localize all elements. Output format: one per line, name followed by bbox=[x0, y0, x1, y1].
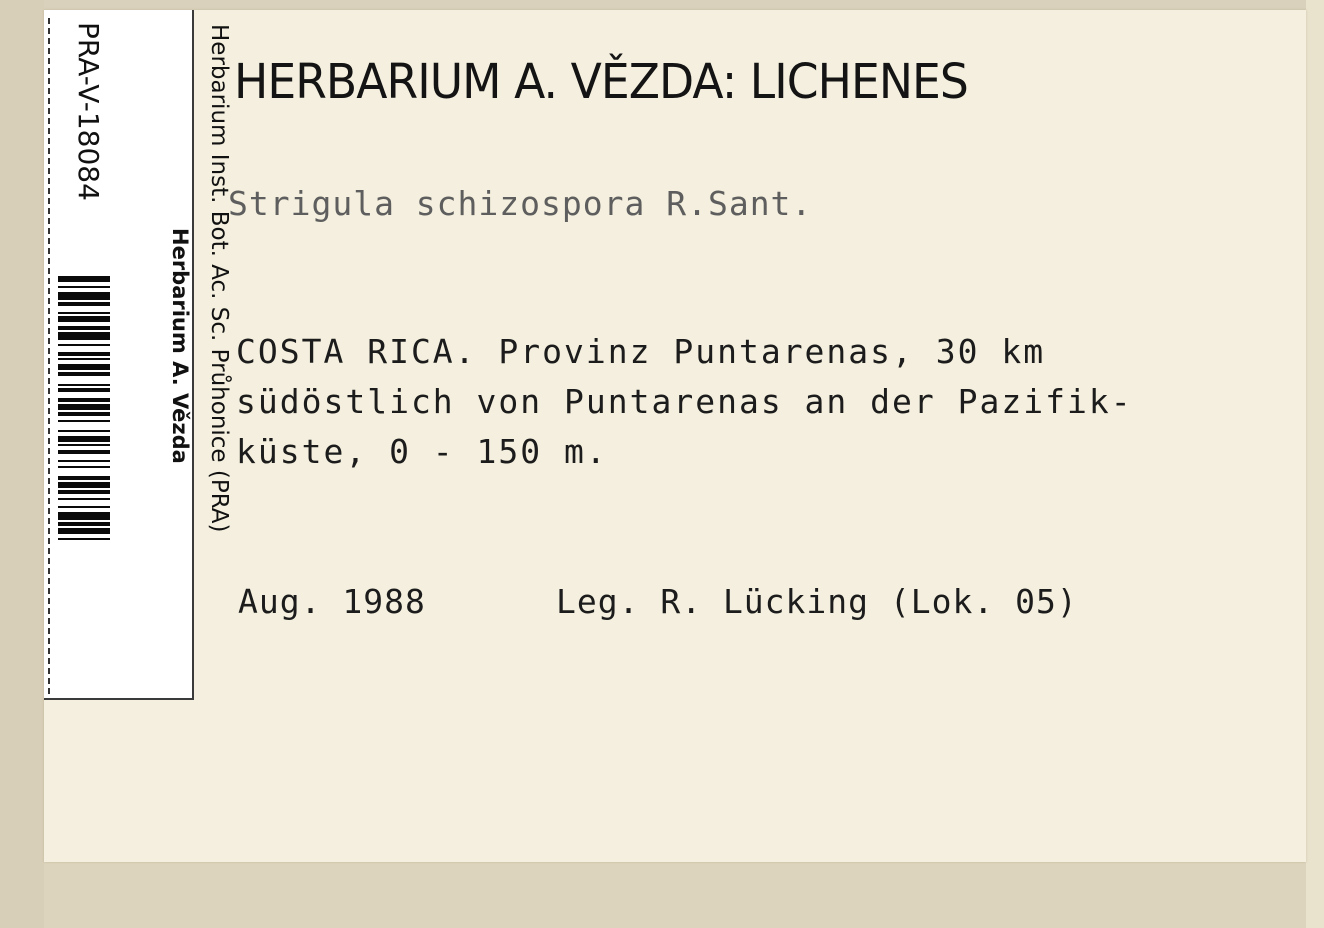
barcode-bar bbox=[58, 376, 110, 384]
institution-name: Herbarium Inst. Bot. Ac. Sc. Průhonice (PRA) bbox=[206, 24, 232, 533]
label-header: HERBARIUM A. VĚZDA: LICHENES bbox=[234, 54, 968, 110]
specimen-id: PRA-V-18084 bbox=[72, 22, 105, 201]
taxon-name: Strigula schizospora R.Sant. bbox=[228, 184, 813, 223]
barcode-bar bbox=[58, 468, 110, 476]
barcode-bar bbox=[58, 422, 110, 430]
locality-line: küste, 0 - 150 m. bbox=[236, 432, 608, 471]
collection-date: Aug. 1988 bbox=[238, 582, 426, 621]
locality-line: südöstlich von Puntarenas an der Pazifik- bbox=[236, 382, 1133, 421]
background-left bbox=[0, 0, 44, 928]
background-right-edge bbox=[1306, 0, 1324, 928]
barcode-sticker bbox=[44, 10, 232, 700]
barcode-bar bbox=[58, 512, 110, 520]
collection-name: Herbarium A. Vězda bbox=[168, 228, 192, 464]
locality-line: COSTA RICA. Provinz Puntarenas, 30 km bbox=[236, 332, 1046, 371]
barcode-bar bbox=[58, 332, 110, 340]
barcode bbox=[58, 276, 110, 694]
barcode-bar bbox=[58, 292, 110, 300]
perforation-line bbox=[48, 18, 50, 694]
collector: Leg. R. Lücking (Lok. 05) bbox=[556, 582, 1078, 621]
barcode-bar bbox=[58, 540, 110, 544]
herbarium-label bbox=[44, 10, 1306, 862]
background-top bbox=[0, 0, 1324, 10]
